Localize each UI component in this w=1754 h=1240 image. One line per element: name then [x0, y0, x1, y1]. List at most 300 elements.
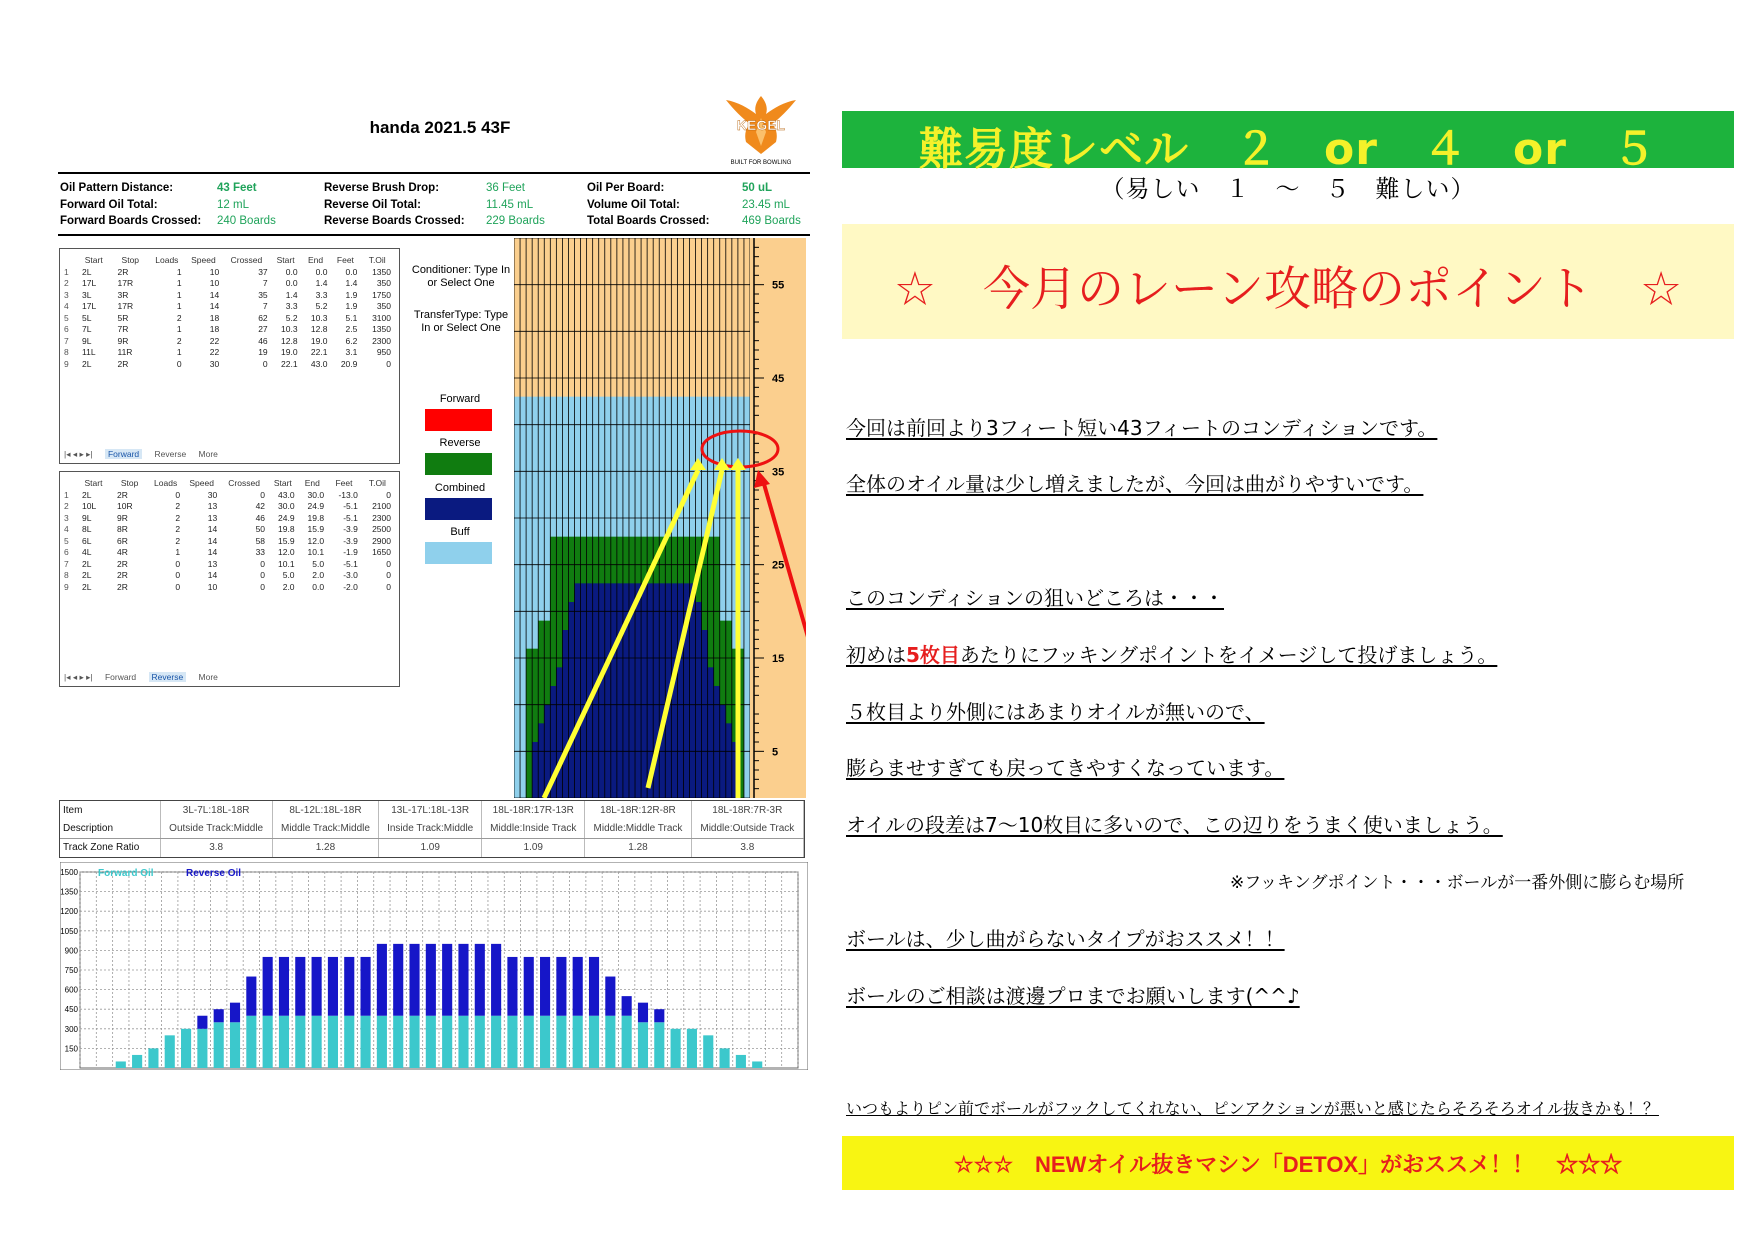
table-cell[interactable]: 0	[386, 558, 391, 569]
table-cell[interactable]: 0	[260, 570, 266, 581]
reverse-oil-bar	[638, 1003, 648, 1023]
table-row	[64, 535, 394, 547]
table-cell[interactable]: 0	[175, 570, 181, 581]
forward-oil-bar	[312, 1016, 322, 1068]
table-cell[interactable]: 24.9	[278, 512, 295, 523]
table-cell[interactable]: 2.5	[345, 324, 358, 335]
reverse-oil-bar	[622, 996, 632, 1016]
track-zone-body	[60, 801, 804, 857]
table-cell[interactable]: 46	[258, 335, 268, 346]
sheet-nav-arrows[interactable]: |◂ ◂ ▸ ▸|	[64, 449, 93, 459]
track-zone-cell: Middle:Outside Track	[691, 819, 803, 838]
table-cell[interactable]: -5.1	[343, 512, 358, 523]
table-cell[interactable]: 18	[209, 312, 220, 323]
table-cell[interactable]: 0.0	[315, 266, 328, 277]
forward-oil-bar	[295, 1016, 305, 1068]
table-cell[interactable]: 0.0	[312, 581, 325, 592]
column-header: Feet	[336, 254, 354, 265]
reverse-oil-bar	[540, 957, 550, 1016]
table-cell[interactable]: -2.0	[343, 581, 358, 592]
table-cell[interactable]: 2	[64, 501, 69, 512]
table-cell[interactable]: 1.9	[345, 289, 358, 300]
table-cell[interactable]: 0	[260, 581, 266, 592]
table-cell[interactable]: 3	[64, 512, 69, 523]
table-cell[interactable]: 1.4	[285, 289, 298, 300]
table-cell[interactable]: 2L	[82, 581, 92, 592]
table-cell[interactable]: 2L	[82, 489, 92, 500]
eagle-icon	[720, 88, 802, 158]
table-row	[64, 581, 394, 593]
table-cell[interactable]: 58	[255, 535, 266, 546]
track-zone-cell: 1.28	[272, 838, 378, 857]
track-zone-cell: Middle Track:Middle	[272, 819, 378, 838]
table-cell[interactable]: 10.3	[281, 324, 298, 335]
table-cell[interactable]: 2	[176, 335, 182, 346]
table-cell[interactable]: 37	[258, 266, 268, 277]
table-cell[interactable]: 22	[209, 347, 220, 358]
table-cell[interactable]: 6	[64, 547, 69, 558]
table-cell[interactable]: 2	[176, 312, 182, 323]
table-cell[interactable]: -13.0	[338, 489, 358, 500]
table-cell[interactable]: 350	[376, 278, 391, 289]
tab-more[interactable]: More	[198, 672, 218, 682]
table-cell[interactable]: 5.2	[285, 312, 298, 323]
track-zone-cell: Outside Track:Middle	[160, 819, 272, 838]
table-cell[interactable]: 2	[175, 501, 181, 512]
column-header: Crossed	[228, 477, 260, 488]
table-cell[interactable]: 12.8	[281, 335, 298, 346]
table-row	[64, 570, 394, 582]
lane-oil-graph	[514, 238, 806, 798]
forward-oil-bar	[165, 1035, 175, 1068]
table-cell[interactable]: 12.0	[278, 547, 295, 558]
column-header: End	[307, 254, 324, 265]
table-cell[interactable]: 62	[258, 312, 268, 323]
table-cell[interactable]: 5.1	[345, 312, 358, 323]
table-cell[interactable]: 0.0	[285, 278, 298, 289]
table-cell[interactable]: 3L	[82, 289, 92, 300]
table-cell[interactable]: 2R	[117, 358, 129, 369]
table-cell[interactable]: 2	[175, 524, 181, 535]
table-cell[interactable]: 1650	[372, 547, 391, 558]
y-tick-label: 900	[64, 946, 78, 956]
divider	[58, 172, 810, 174]
reverse-oil-bar	[279, 957, 289, 1016]
table-cell[interactable]: 2L	[82, 558, 92, 569]
legend-buff-swatch	[425, 542, 492, 564]
table-cell[interactable]: 350	[376, 301, 391, 312]
table-cell[interactable]: 4	[64, 524, 69, 535]
table-cell[interactable]: 27	[258, 324, 268, 335]
table-cell[interactable]: 8	[64, 570, 69, 581]
forward-oil-bar	[491, 1016, 501, 1068]
table-cell[interactable]: 33	[255, 547, 266, 558]
table-cell[interactable]: 7	[262, 301, 268, 312]
lane-strategy-title: ☆ 今月のレーン攻略のポイント ☆	[893, 262, 1683, 317]
pattern-title: handa 2021.5 43F	[369, 118, 511, 137]
table-cell[interactable]: 3.3	[285, 301, 298, 312]
table-cell[interactable]: 10.1	[307, 547, 325, 558]
table-cell[interactable]: 3100	[372, 312, 391, 323]
table-cell[interactable]: 10	[209, 278, 220, 289]
forward-oil-bar	[638, 1022, 648, 1068]
track-zone-cell: 1.09	[482, 838, 585, 857]
table-cell[interactable]: 2900	[372, 535, 391, 546]
column-header: Crossed	[230, 254, 263, 265]
table-body	[64, 489, 394, 593]
table-cell[interactable]: 0	[386, 489, 391, 500]
forward-oil-bar	[540, 1016, 550, 1068]
lane-distance-scale	[750, 238, 806, 798]
tab-forward[interactable]: Forward	[104, 672, 137, 682]
table-cell[interactable]: 2R	[117, 489, 128, 500]
table-cell[interactable]: 12.0	[307, 535, 325, 546]
table-cell[interactable]: 43.0	[278, 489, 295, 500]
table-cell[interactable]: 5.0	[282, 570, 295, 581]
table-cell[interactable]: 0	[175, 581, 181, 592]
reverse-oil-bar	[524, 957, 534, 1016]
table-cell[interactable]: 2.0	[312, 570, 325, 581]
table-cell[interactable]: 6R	[117, 535, 128, 546]
summary-row: Forward Boards Crossed: 240 Boards	[60, 215, 276, 227]
column-header: Feet	[335, 477, 353, 488]
table-cell[interactable]: 3.1	[345, 347, 358, 358]
table-cell[interactable]: 2	[64, 278, 69, 289]
tab-more[interactable]: More	[198, 449, 218, 459]
forward-oil-bar	[687, 1029, 697, 1068]
target-board: 5枚目	[906, 643, 960, 667]
info-line: オイルの段差は7～10枚目に多いので、この辺りをうまく使いましょう。	[846, 813, 1503, 837]
column-header: Loads	[155, 254, 179, 265]
table-cell[interactable]: 950	[376, 347, 391, 358]
table-cell[interactable]: 20.9	[340, 358, 358, 369]
distance-label: 35	[772, 466, 785, 479]
summary-row: Oil Per Board: 50 uL	[587, 182, 773, 194]
forward-oil-bar	[279, 1016, 289, 1068]
column-header: Stop	[121, 254, 140, 265]
table-cell[interactable]: 5	[64, 535, 69, 546]
table-cell[interactable]: 30	[207, 489, 218, 500]
logo-text: KEGEL	[736, 117, 786, 133]
forward-oil-bar	[622, 1016, 632, 1068]
forward-oil-bar	[246, 1016, 256, 1068]
forward-oil-bar	[361, 1016, 371, 1068]
table-cell[interactable]: 1	[175, 547, 181, 558]
table-cell[interactable]: 7	[64, 335, 69, 346]
reverse-oil-bar	[361, 957, 371, 1016]
table-cell[interactable]: 10.1	[278, 558, 295, 569]
table-cell[interactable]: 4	[64, 301, 69, 312]
table-cell[interactable]: 1	[64, 266, 69, 277]
table-cell[interactable]: 17L	[82, 301, 97, 312]
table-cell[interactable]: 10	[209, 266, 220, 277]
detox-banner	[842, 1136, 1734, 1190]
table-cell[interactable]: 0	[386, 581, 391, 592]
table-cell[interactable]: 10R	[117, 501, 133, 512]
table-cell[interactable]: 9	[64, 581, 69, 592]
table-cell[interactable]: 0	[175, 558, 181, 569]
table-cell[interactable]: -5.1	[343, 558, 358, 569]
table-cell[interactable]: 13	[207, 512, 218, 523]
info-line: ボールは、少し曲がらないタイプがおススメ！！	[846, 927, 1285, 951]
y-tick-label: 300	[64, 1024, 78, 1034]
info-line: 今回は前回より3フィート短い43フィートのコンディションです。	[846, 416, 1438, 440]
track-zone-cell: Middle:Inside Track	[482, 819, 585, 838]
summary-row: Volume Oil Total: 23.45 mL	[587, 198, 790, 211]
table-cell[interactable]: 2L	[82, 266, 92, 277]
table-cell[interactable]: 12.8	[310, 324, 328, 335]
legend-forward-oil: Forward Oil	[98, 868, 154, 879]
pattern-summary	[60, 182, 810, 232]
table-cell[interactable]: 9R	[117, 512, 128, 523]
table-cell[interactable]: 14	[207, 535, 218, 546]
table-cell[interactable]: 1	[176, 289, 182, 300]
summary-row: Reverse Oil Total: 11.45 mL	[324, 198, 534, 211]
sheet-tabs	[64, 672, 228, 683]
reverse-oil-bar	[589, 957, 599, 1016]
reverse-oil-bar	[654, 1009, 664, 1022]
forward-oil-bar	[589, 1016, 599, 1068]
table-cell[interactable]: 15.9	[278, 535, 295, 546]
track-zone-cell: 3L-7L:18L-18R	[160, 801, 272, 819]
forward-oil-bar	[507, 1016, 517, 1068]
forward-oil-bar	[426, 1016, 436, 1068]
table-cell[interactable]: 14	[209, 301, 220, 312]
table-row	[64, 547, 394, 559]
table-cell[interactable]: 19.8	[278, 524, 295, 535]
table-cell[interactable]: 1750	[372, 289, 391, 300]
table-cell[interactable]: 43.0	[310, 358, 328, 369]
reverse-oil-bar	[426, 944, 436, 1016]
reverse-oil-bar	[230, 1003, 240, 1023]
table-cell[interactable]: 2100	[372, 501, 391, 512]
table-cell[interactable]: 1	[64, 489, 69, 500]
table-cell[interactable]: 14	[209, 289, 220, 300]
table-cell[interactable]: 1.9	[345, 301, 358, 312]
table-cell[interactable]: 2R	[117, 581, 128, 592]
table-cell[interactable]: 3	[64, 289, 69, 300]
table-cell[interactable]: 50	[255, 524, 266, 535]
table-cell[interactable]: 35	[258, 289, 268, 300]
distance-label: 15	[772, 653, 785, 665]
table-cell[interactable]: 5	[64, 312, 69, 323]
table-cell[interactable]: 22.1	[281, 358, 298, 369]
table-cell[interactable]: 2R	[117, 570, 128, 581]
table-cell[interactable]: 11L	[82, 347, 96, 358]
table-cell[interactable]: 1.4	[345, 278, 358, 289]
table-cell[interactable]: -3.9	[343, 524, 358, 535]
track-zone-cell: Inside Track:Middle	[379, 819, 482, 838]
tab-forward[interactable]: Forward	[105, 449, 142, 459]
table-cell[interactable]: 10	[207, 581, 218, 592]
table-cell[interactable]: -3.9	[343, 535, 358, 546]
y-tick-label: 1050	[60, 926, 78, 936]
table-header	[64, 253, 394, 266]
table-cell[interactable]: 3.3	[315, 289, 328, 300]
oil-volume-bar-chart	[60, 862, 808, 1070]
table-cell[interactable]: 2300	[372, 512, 391, 523]
reverse-oil-bar	[605, 977, 615, 1016]
table-cell[interactable]: 5L	[82, 312, 92, 323]
table-row	[64, 512, 394, 524]
table-cell[interactable]: 14	[207, 570, 218, 581]
table-row	[64, 558, 394, 570]
forward-oil-bar	[654, 1022, 664, 1068]
reverse-oil-bar	[573, 957, 583, 1016]
track-zone-cell: 18L-18R:17R-13R	[482, 801, 585, 819]
legend-reverse-oil: Reverse Oil	[186, 868, 242, 879]
table-cell[interactable]: 9L	[82, 335, 92, 346]
table-cell[interactable]: 30.0	[307, 489, 325, 500]
table-cell[interactable]: 5.0	[312, 558, 325, 569]
table-cell[interactable]: -1.9	[343, 547, 358, 558]
table-cell[interactable]: 22	[209, 335, 220, 346]
table-cell[interactable]: 2R	[117, 266, 129, 277]
table-cell[interactable]: 15.9	[307, 524, 325, 535]
table-cell[interactable]: 7R	[117, 324, 129, 335]
table-cell[interactable]: 42	[255, 501, 266, 512]
table-cell[interactable]: 7	[64, 558, 69, 569]
track-zone-cell: 8L-12L:18L-18R	[272, 801, 378, 819]
table-cell[interactable]: 0	[262, 358, 268, 369]
table-cell[interactable]: 8	[64, 347, 69, 358]
table-cell[interactable]: 19	[258, 347, 268, 358]
hooking-point-note: ※フッキングポイント・・・ボールが一番外側に膨らむ場所	[1230, 873, 1685, 893]
table-cell[interactable]: 5R	[117, 312, 129, 323]
forward-oil-bar	[393, 1016, 403, 1068]
reverse-oil-bar	[312, 957, 322, 1016]
table-cell[interactable]: 18	[209, 324, 220, 335]
table-cell[interactable]: 2500	[372, 524, 391, 535]
table-cell[interactable]: 11R	[117, 347, 133, 358]
table-cell[interactable]: 4L	[82, 547, 92, 558]
tab-reverse[interactable]: Reverse	[154, 449, 187, 459]
track-zone-cell: 3.8	[160, 838, 272, 857]
table-cell[interactable]: 14	[207, 547, 218, 558]
table-cell[interactable]: 17R	[117, 278, 134, 289]
table-cell[interactable]: 6L	[82, 535, 92, 546]
table-cell[interactable]: 8L	[82, 524, 92, 535]
table-header	[64, 476, 394, 489]
legend-reverse-swatch	[425, 453, 492, 475]
column-header	[64, 476, 76, 489]
table-cell[interactable]: 8R	[117, 524, 128, 535]
table-row	[64, 501, 394, 513]
table-cell[interactable]: 46	[255, 512, 266, 523]
tab-reverse[interactable]: Reverse	[149, 672, 187, 682]
logo-tagline: BUILT FOR BOWLING	[730, 160, 792, 166]
forward-oil-bar	[377, 1016, 387, 1068]
table-cell[interactable]: 0	[176, 358, 182, 369]
table-cell[interactable]: 17R	[117, 301, 134, 312]
table-cell[interactable]: 22.1	[310, 347, 328, 358]
table-cell[interactable]: 4R	[117, 547, 128, 558]
forward-oil-bar	[214, 1022, 224, 1068]
table-cell[interactable]: 24.9	[307, 501, 325, 512]
table-cell[interactable]: 5.2	[315, 301, 328, 312]
table-cell[interactable]: -3.0	[343, 570, 358, 581]
table-cell[interactable]: 9L	[82, 512, 92, 523]
table-cell[interactable]: 13	[207, 558, 218, 569]
track-zone-cell: 13L-17L:18L-13R	[379, 801, 482, 819]
table-cell[interactable]: 1	[176, 347, 182, 358]
table-cell[interactable]: 1.4	[315, 278, 328, 289]
table-cell[interactable]: 0	[260, 489, 266, 500]
transfer-type-label: TransferType: Type In or Select One	[413, 309, 509, 334]
table-cell[interactable]: 3R	[117, 289, 129, 300]
table-cell[interactable]: 0	[386, 570, 391, 581]
table-cell[interactable]: 2L	[82, 570, 92, 581]
table-cell[interactable]: 9	[64, 358, 69, 369]
table-cell[interactable]: 2R	[117, 558, 128, 569]
forward-oil-bar	[148, 1048, 158, 1068]
table-cell[interactable]: 1	[176, 278, 182, 289]
table-cell[interactable]: 19.0	[281, 347, 298, 358]
table-cell[interactable]: -5.1	[343, 501, 358, 512]
forward-oil-bar	[442, 1016, 452, 1068]
forward-load-table	[59, 248, 400, 464]
table-cell[interactable]: 7	[262, 278, 268, 289]
table-cell[interactable]: 19.8	[307, 512, 325, 523]
table-cell[interactable]: 0	[386, 358, 391, 369]
difficulty-level: 難易度レベル ２ or ４ or ５	[919, 124, 1657, 175]
conditioner-label: Conditioner: Type In or Select One	[411, 264, 511, 289]
table-cell[interactable]: 6	[64, 324, 69, 335]
forward-oil-bar	[328, 1016, 338, 1068]
table-cell[interactable]: 6.2	[345, 335, 358, 346]
table-cell[interactable]: 2	[175, 512, 181, 523]
forward-oil-bar	[605, 1016, 615, 1068]
legend-forward-label: Forward	[439, 393, 481, 405]
table-cell[interactable]: 30.0	[278, 501, 295, 512]
table-row	[64, 289, 394, 301]
table-cell[interactable]: 1350	[372, 324, 391, 335]
table-cell[interactable]: 0.0	[285, 266, 298, 277]
table-cell[interactable]: 1	[176, 301, 182, 312]
column-header: Loads	[154, 477, 178, 488]
table-cell[interactable]: 17L	[82, 278, 97, 289]
legend-buff-label: Buff	[450, 526, 470, 538]
table-cell[interactable]: 0.0	[345, 266, 358, 277]
sheet-nav-arrows[interactable]: |◂ ◂ ▸ ▸|	[64, 672, 93, 682]
table-cell[interactable]: 14	[207, 524, 218, 535]
table-cell[interactable]: 7L	[82, 324, 92, 335]
table-cell[interactable]: 10L	[82, 501, 97, 512]
table-cell[interactable]: 2L	[82, 358, 92, 369]
table-cell[interactable]: 1350	[372, 266, 391, 277]
table-cell[interactable]: 13	[207, 501, 218, 512]
table-cell[interactable]: 2.0	[282, 581, 295, 592]
difficulty-scale: （易しい １ ～ ５ 難しい）	[1100, 175, 1476, 203]
table-cell[interactable]: 30	[209, 358, 220, 369]
table-cell[interactable]: 1	[176, 266, 182, 277]
track-zone-cell: Item	[60, 801, 160, 819]
table-cell[interactable]: 10.3	[310, 312, 328, 323]
table-cell[interactable]: 0	[175, 489, 181, 500]
table-cell[interactable]: 2300	[372, 335, 391, 346]
reverse-load-table	[59, 471, 400, 687]
table-cell[interactable]: 0	[260, 558, 266, 569]
table-cell[interactable]: 2	[175, 535, 181, 546]
summary-row: Oil Pattern Distance: 43 Feet	[60, 182, 257, 194]
table-cell[interactable]: 9R	[117, 335, 129, 346]
distance-label: 45	[772, 373, 785, 385]
table-cell[interactable]: 19.0	[310, 335, 328, 346]
y-tick-label: 1500	[60, 868, 78, 877]
info-line: 膨らませすぎても戻ってきやすくなっています。	[846, 756, 1285, 780]
table-cell[interactable]: 1	[176, 324, 182, 335]
forward-oil-bar	[671, 1029, 681, 1068]
